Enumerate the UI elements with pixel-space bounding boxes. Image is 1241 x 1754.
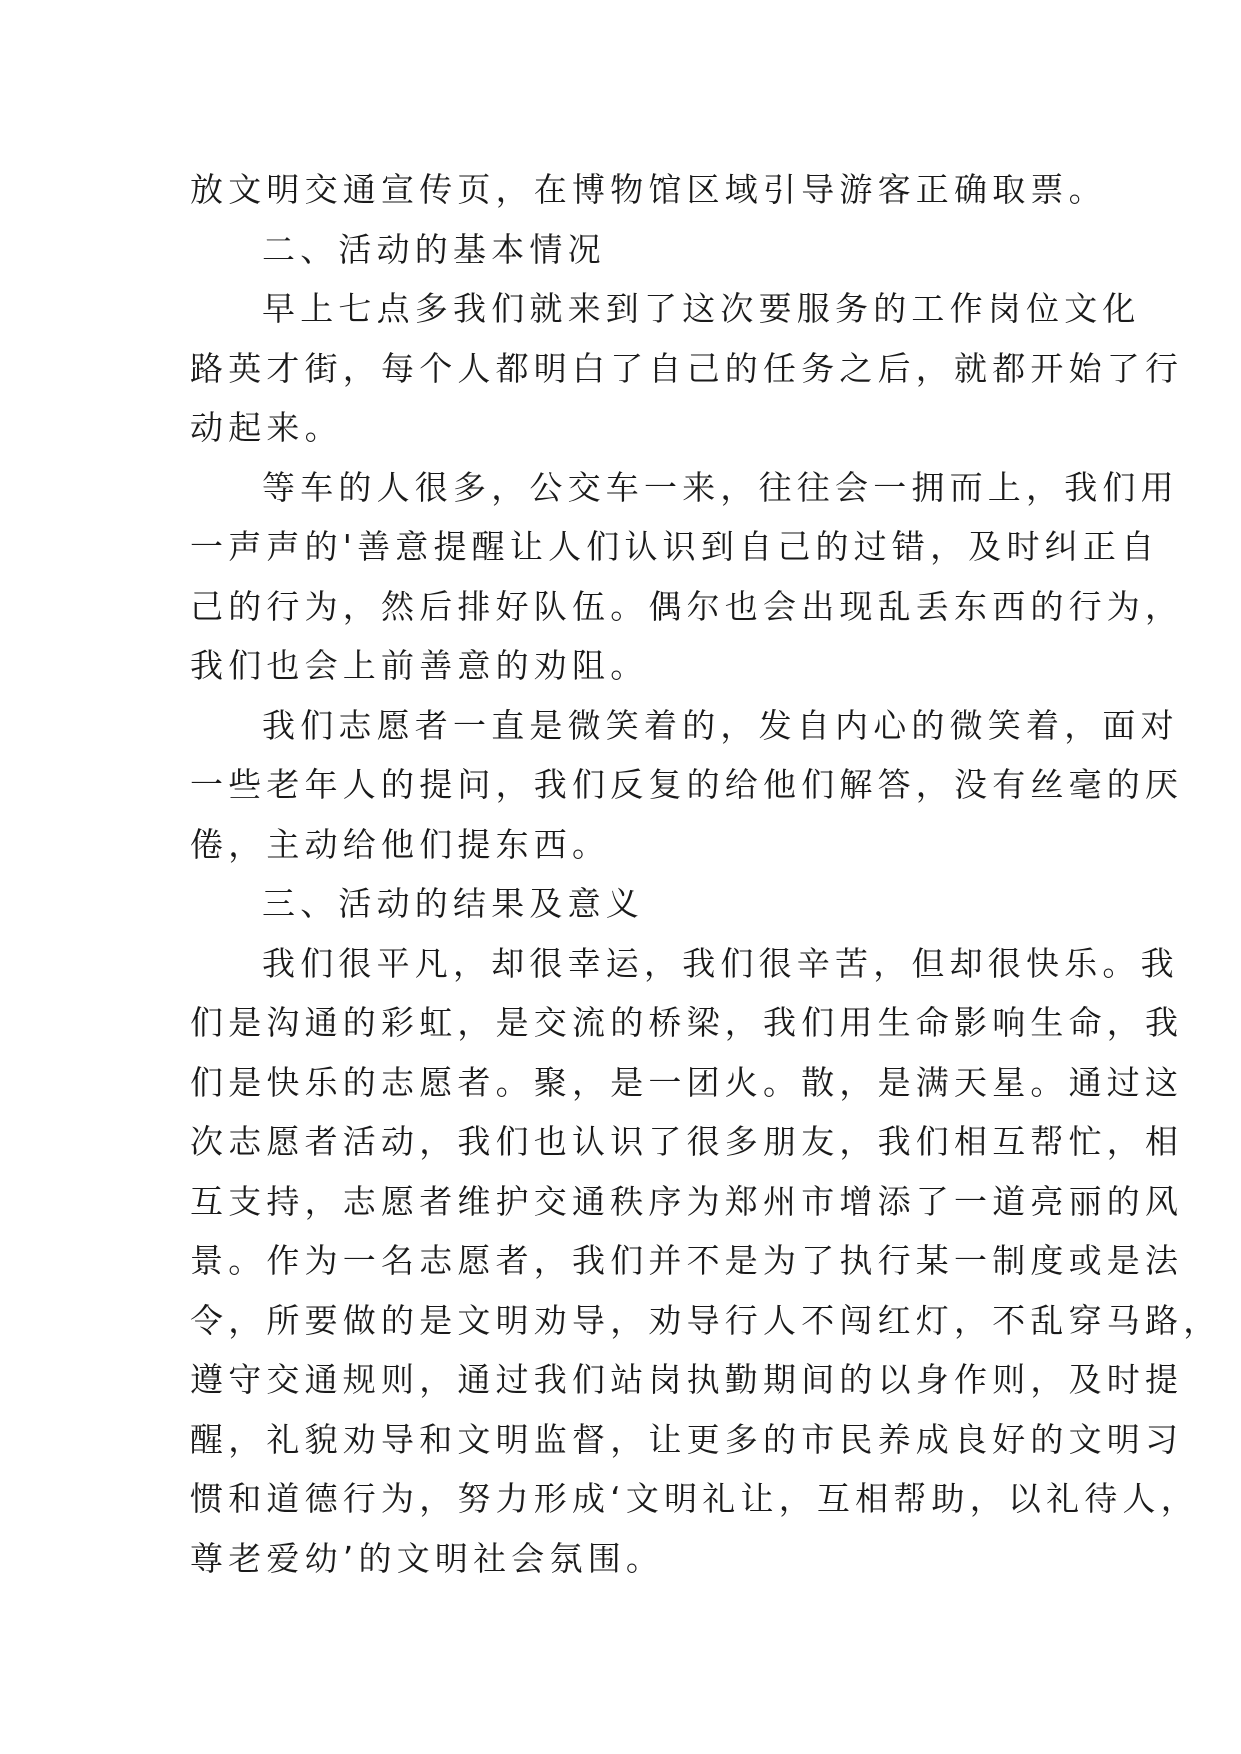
text-line: 令，所要做的是文明劝导，劝导行人不闯红灯，不乱穿马路， [190,1300,1222,1340]
text-line: 己的行为，然后排好队伍。偶尔也会出现乱丢东西的行为， [190,586,1184,626]
text-line: 一些老年人的提问，我们反复的给他们解答，没有丝毫的厌 [190,765,1184,804]
text-line: 动起来。 [190,408,343,447]
text-line: 路英才街，每个人都明白了自己的任务之后，就都开始了行 [190,348,1184,388]
text-line: 放文明交通宣传页，在博物馆区域引导游客正确取票。 [190,170,1107,209]
text-line: 互支持，志愿者维护交通秩序为郑州市增添了一道亮丽的风 [190,1181,1184,1221]
text-line: 醒，礼貌劝导和文明监督，让更多的市民养成良好的文明习 [190,1419,1184,1459]
text-line: 尊老爱幼’的文明社会氛围。 [190,1538,665,1578]
document-body [190,160,1222,1588]
text-line: 我们很平凡，却很幸运，我们很辛苦，但却很快乐。我 [262,943,1179,983]
text-line: 等车的人很多，公交车一来，往往会一拥而上，我们用 [262,467,1179,507]
text-line: 们是沟通的彩虹，是交流的桥梁，我们用生命影响生命，我 [190,1003,1184,1042]
text-line: 倦，主动给他们提东西。 [190,824,611,864]
text-line: 景。作为一名志愿者，我们并不是为了执行某一制度或是法 [190,1241,1184,1280]
text-line: 一声声的'善意提醒让人们认识到自己的过错，及时纠正自 [190,527,1160,566]
text-line: 遵守交通规则，通过我们站岗执勤期间的以身作则，及时提 [190,1360,1184,1399]
text-line: 次志愿者活动，我们也认识了很多朋友，我们相互帮忙，相 [190,1122,1184,1161]
text-line: 我们志愿者一直是微笑着的，发自内心的微笑着，面对 [262,705,1179,745]
text-line: 我们也会上前善意的劝阻。 [190,646,649,685]
text-line: 惯和道德行为，努力形成‘文明礼让，互相帮助，以礼待人， [190,1479,1199,1518]
section-heading: 二、活动的基本情况 [262,229,606,269]
text-line: 们是快乐的志愿者。聚，是一团火。散，是满天星。通过这 [190,1062,1184,1102]
text-line: 早上七点多我们就来到了这次要服务的工作岗位文化 [262,289,1141,328]
section-heading: 三、活动的结果及意义 [262,884,644,923]
